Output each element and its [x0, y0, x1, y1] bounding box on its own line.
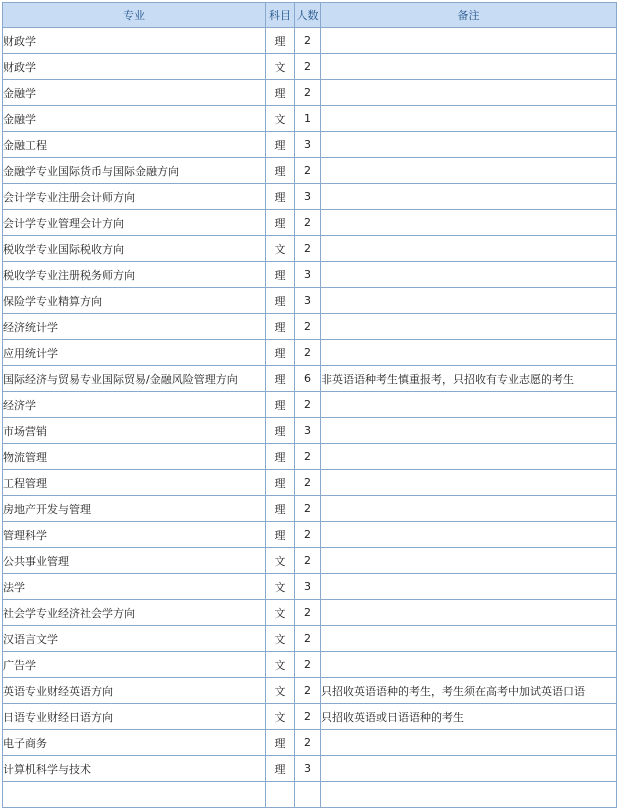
- subject-cell: 理: [266, 314, 295, 340]
- note-cell: [321, 106, 617, 132]
- note-cell: [321, 236, 617, 262]
- table-row: [3, 730, 617, 756]
- table-row: [3, 444, 617, 470]
- subject-cell: 理: [266, 418, 295, 444]
- major-cell: 电子商务: [3, 730, 266, 756]
- table-row: [3, 158, 617, 184]
- header-count: 人数: [295, 3, 321, 28]
- subject-cell: 理: [266, 210, 295, 236]
- subject-cell: 理: [266, 80, 295, 106]
- subject-cell: 文: [266, 236, 295, 262]
- note-cell: [321, 626, 617, 652]
- count-cell: 2: [295, 444, 321, 470]
- major-cell: 广告学: [3, 652, 266, 678]
- note-cell: 非英语语种考生慎重报考，只招收有专业志愿的考生: [321, 366, 617, 392]
- count-cell: 2: [295, 236, 321, 262]
- table-row: [3, 574, 617, 600]
- table-row: [3, 366, 617, 392]
- note-cell: [321, 496, 617, 522]
- subject-cell: 理: [266, 132, 295, 158]
- count-cell: 3: [295, 756, 321, 782]
- table-row: [3, 600, 617, 626]
- subject-cell: 理: [266, 366, 295, 392]
- table-row: [3, 652, 617, 678]
- count-cell: 2: [295, 522, 321, 548]
- table-row: [3, 782, 617, 808]
- table-row: [3, 496, 617, 522]
- note-cell: [321, 574, 617, 600]
- major-cell: 房地产开发与管理: [3, 496, 266, 522]
- subject-cell: 文: [266, 626, 295, 652]
- table-row: [3, 132, 617, 158]
- subject-cell: 理: [266, 496, 295, 522]
- count-cell: 2: [295, 704, 321, 730]
- count-cell: 2: [295, 314, 321, 340]
- major-cell: 物流管理: [3, 444, 266, 470]
- major-cell: 汉语言文学: [3, 626, 266, 652]
- note-cell: [321, 262, 617, 288]
- major-cell: 金融工程: [3, 132, 266, 158]
- major-cell: 金融学专业国际货币与国际金融方向: [3, 158, 266, 184]
- note-cell: [321, 392, 617, 418]
- table-header-row: [3, 3, 617, 28]
- count-cell: 2: [295, 54, 321, 80]
- table-row: [3, 626, 617, 652]
- header-note: 备注: [321, 3, 617, 28]
- note-cell: [321, 340, 617, 366]
- count-cell: 2: [295, 600, 321, 626]
- table-row: [3, 704, 617, 730]
- note-cell: [321, 652, 617, 678]
- subject-cell: 理: [266, 340, 295, 366]
- note-cell: [321, 132, 617, 158]
- table-row: [3, 548, 617, 574]
- table-row: [3, 54, 617, 80]
- note-cell: [321, 522, 617, 548]
- major-cell: 税收学专业国际税收方向: [3, 236, 266, 262]
- count-cell: 3: [295, 418, 321, 444]
- note-cell: [321, 288, 617, 314]
- table-row: [3, 678, 617, 704]
- major-cell: 计算机科学与技术: [3, 756, 266, 782]
- major-cell: 日语专业财经日语方向: [3, 704, 266, 730]
- note-cell: [321, 756, 617, 782]
- subject-cell: 文: [266, 600, 295, 626]
- subject-cell: 理: [266, 522, 295, 548]
- major-cell: 财政学: [3, 54, 266, 80]
- table-row: [3, 392, 617, 418]
- major-cell: 工程管理: [3, 470, 266, 496]
- count-cell: [295, 782, 321, 808]
- table-row: [3, 28, 617, 54]
- major-cell: 会计学专业注册会计师方向: [3, 184, 266, 210]
- major-cell: 国际经济与贸易专业国际贸易/金融风险管理方向: [3, 366, 266, 392]
- subject-cell: 理: [266, 756, 295, 782]
- major-cell: 应用统计学: [3, 340, 266, 366]
- count-cell: 1: [295, 106, 321, 132]
- major-cell: 会计学专业管理会计方向: [3, 210, 266, 236]
- count-cell: 3: [295, 288, 321, 314]
- subject-cell: [266, 782, 295, 808]
- header-major: 专业: [3, 3, 266, 28]
- table-row: [3, 314, 617, 340]
- table-row: [3, 236, 617, 262]
- count-cell: 3: [295, 574, 321, 600]
- note-cell: [321, 80, 617, 106]
- table-body: [3, 28, 617, 808]
- note-cell: [321, 28, 617, 54]
- subject-cell: 文: [266, 652, 295, 678]
- major-cell: 英语专业财经英语方向: [3, 678, 266, 704]
- table-row: [3, 262, 617, 288]
- subject-cell: 理: [266, 28, 295, 54]
- enrollment-table: [2, 2, 617, 808]
- count-cell: 2: [295, 392, 321, 418]
- count-cell: 2: [295, 340, 321, 366]
- subject-cell: 文: [266, 678, 295, 704]
- count-cell: 2: [295, 80, 321, 106]
- note-cell: [321, 782, 617, 808]
- note-cell: [321, 600, 617, 626]
- count-cell: 3: [295, 184, 321, 210]
- subject-cell: 理: [266, 262, 295, 288]
- count-cell: 2: [295, 678, 321, 704]
- note-cell: [321, 210, 617, 236]
- subject-cell: 理: [266, 288, 295, 314]
- major-cell: 公共事业管理: [3, 548, 266, 574]
- count-cell: 2: [295, 28, 321, 54]
- table-row: [3, 756, 617, 782]
- count-cell: 2: [295, 496, 321, 522]
- note-cell: [321, 444, 617, 470]
- note-cell: 只招收英语语种的考生，考生须在高考中加试英语口语: [321, 678, 617, 704]
- count-cell: 2: [295, 652, 321, 678]
- count-cell: 2: [295, 470, 321, 496]
- major-cell: 市场营销: [3, 418, 266, 444]
- major-cell: 经济学: [3, 392, 266, 418]
- note-cell: [321, 314, 617, 340]
- note-cell: [321, 418, 617, 444]
- major-cell: 社会学专业经济社会学方向: [3, 600, 266, 626]
- header-subject: 科目: [266, 3, 295, 28]
- count-cell: 2: [295, 158, 321, 184]
- count-cell: 2: [295, 626, 321, 652]
- note-cell: 只招收英语或日语语种的考生: [321, 704, 617, 730]
- note-cell: [321, 730, 617, 756]
- count-cell: 3: [295, 262, 321, 288]
- major-cell: 税收学专业注册税务师方向: [3, 262, 266, 288]
- subject-cell: 理: [266, 392, 295, 418]
- subject-cell: 理: [266, 470, 295, 496]
- table-row: [3, 470, 617, 496]
- note-cell: [321, 158, 617, 184]
- subject-cell: 文: [266, 704, 295, 730]
- subject-cell: 理: [266, 444, 295, 470]
- count-cell: 2: [295, 548, 321, 574]
- subject-cell: 理: [266, 730, 295, 756]
- note-cell: [321, 184, 617, 210]
- major-cell: 金融学: [3, 80, 266, 106]
- note-cell: [321, 548, 617, 574]
- table-row: [3, 522, 617, 548]
- table-row: [3, 184, 617, 210]
- count-cell: 2: [295, 730, 321, 756]
- table-row: [3, 106, 617, 132]
- subject-cell: 理: [266, 184, 295, 210]
- table-row: [3, 210, 617, 236]
- note-cell: [321, 54, 617, 80]
- major-cell: 法学: [3, 574, 266, 600]
- table-row: [3, 340, 617, 366]
- major-cell: 保险学专业精算方向: [3, 288, 266, 314]
- major-cell: [3, 782, 266, 808]
- subject-cell: 理: [266, 158, 295, 184]
- count-cell: 3: [295, 132, 321, 158]
- subject-cell: 文: [266, 106, 295, 132]
- subject-cell: 文: [266, 548, 295, 574]
- major-cell: 经济统计学: [3, 314, 266, 340]
- note-cell: [321, 470, 617, 496]
- count-cell: 2: [295, 210, 321, 236]
- major-cell: 管理科学: [3, 522, 266, 548]
- subject-cell: 文: [266, 54, 295, 80]
- table-row: [3, 418, 617, 444]
- count-cell: 6: [295, 366, 321, 392]
- table-row: [3, 288, 617, 314]
- major-cell: 金融学: [3, 106, 266, 132]
- subject-cell: 文: [266, 574, 295, 600]
- table-row: [3, 80, 617, 106]
- major-cell: 财政学: [3, 28, 266, 54]
